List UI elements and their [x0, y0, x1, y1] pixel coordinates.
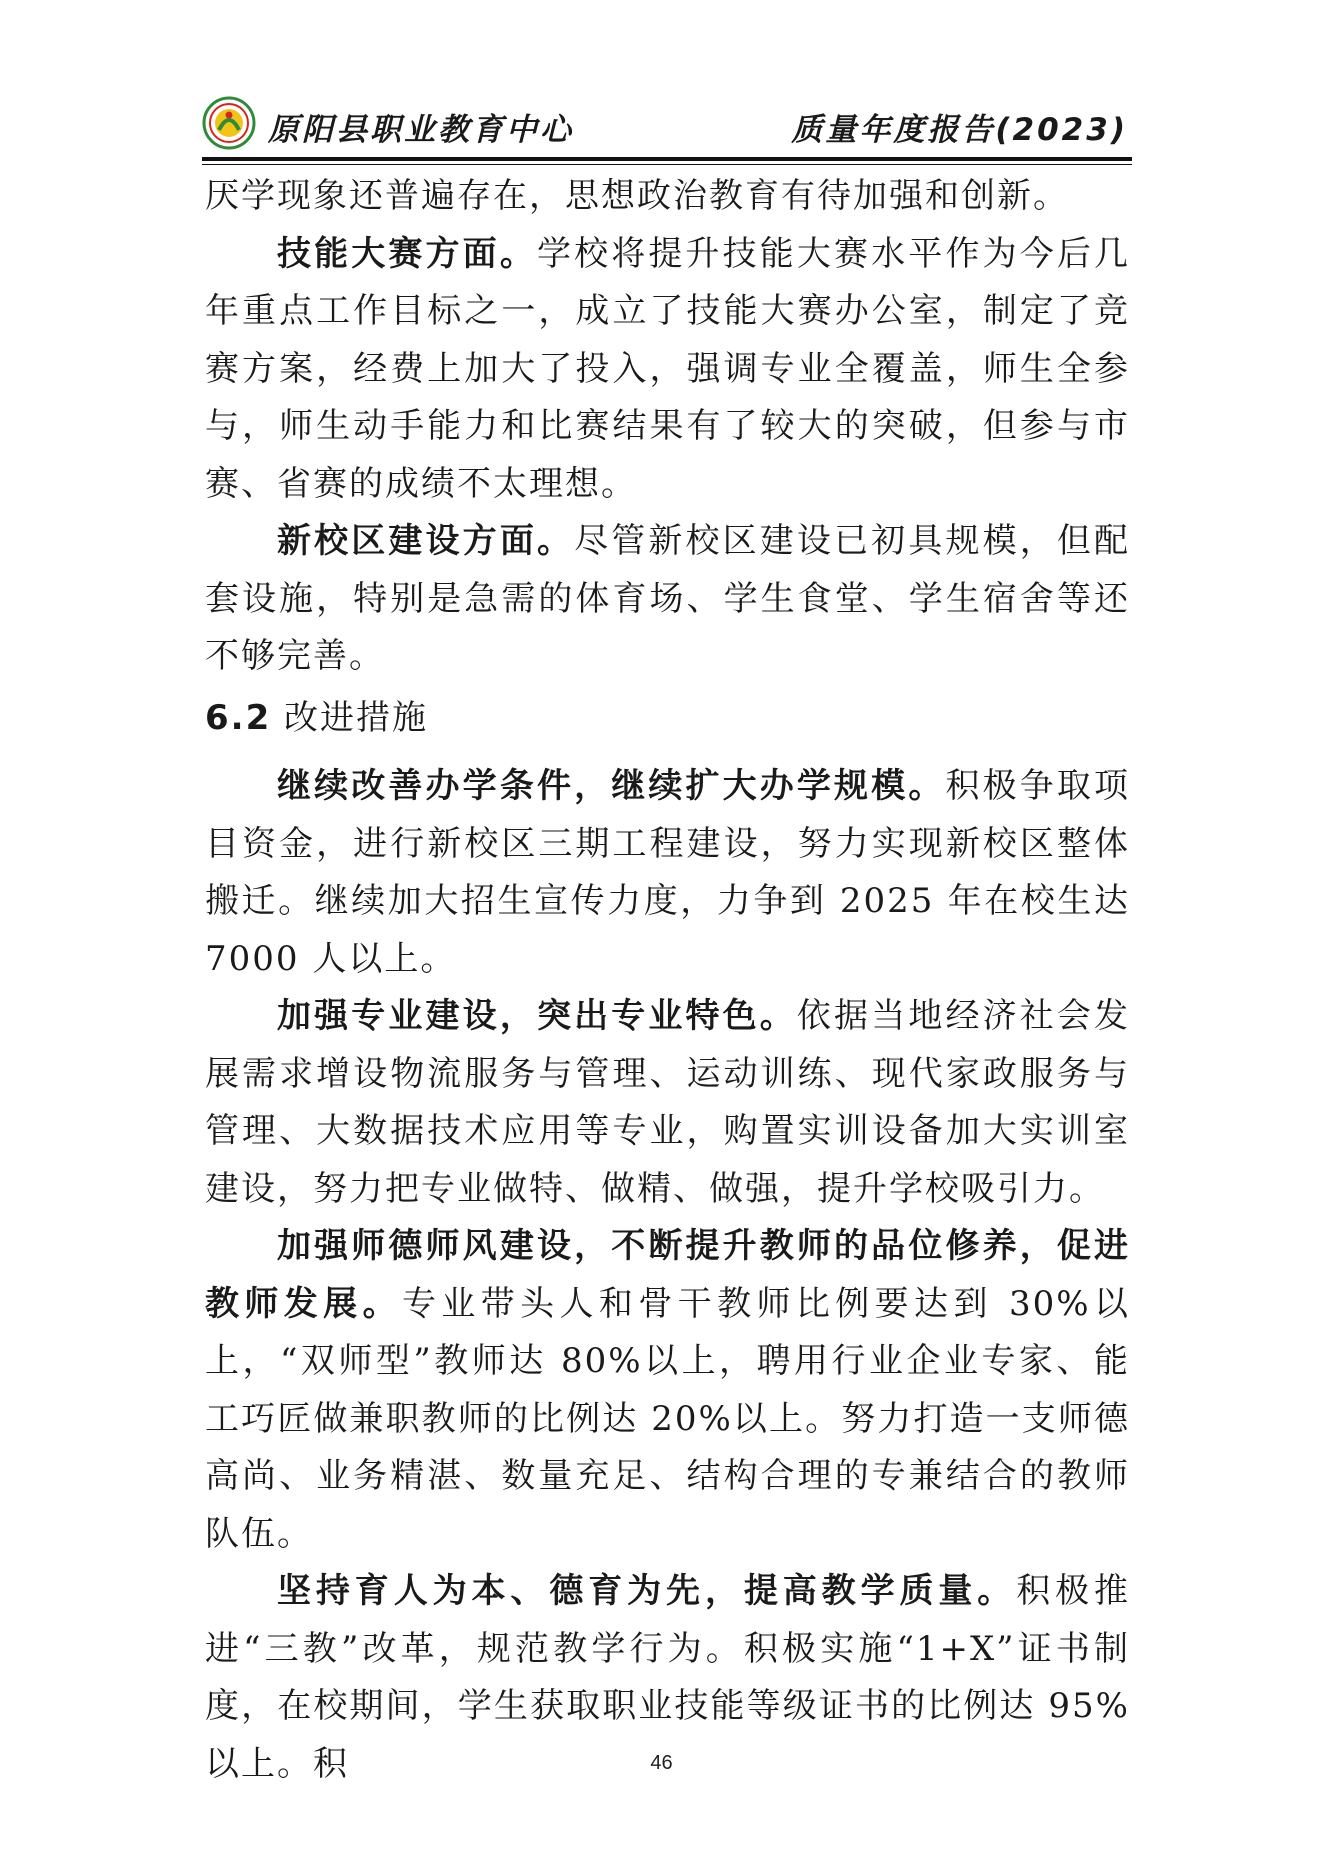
page-number: 46 — [650, 1752, 673, 1774]
paragraph-lead-heading: 技能大赛方面。 — [277, 233, 537, 274]
paragraph-continued: 厌学现象还普遍存在，思想政治教育有待加强和创新。 — [205, 176, 1069, 216]
section-heading — [205, 690, 1130, 748]
document-body — [205, 168, 1130, 1793]
school-name: 原阳县职业教育中心 — [268, 112, 574, 148]
measure-paragraph — [205, 1218, 1130, 1563]
paragraph-text: 学校将提升技能大赛水平作为今后几年重点工作目标之一，成立了技能大赛办公室，制定了竞赛方案，经费上加大了投入，强调专业全覆盖，师生全参与，师生动手能力和比赛结果有了较大的突破，但参与市赛、省赛的成绩不太理想。 — [205, 233, 1131, 504]
paragraph-text: 尽管新校区建设已初具规模，但配套设施，特别是急需的体育场、学生食堂、学生宿舍等还不够完善。 — [205, 521, 1131, 676]
measure-text: 依据当地经济社会发展需求增设物流服务与管理、运动训练、现代家政服务与管理、大数据技术应用等专业，购置实训设备加大实训室建设，努力把专业做特、做精、做强，提升学校吸引力。 — [205, 996, 1131, 1209]
measure-heading: 坚持育人为本、德育为先，提高教学质量。 — [277, 1571, 1017, 1611]
header-rule-thin — [202, 164, 1132, 165]
section-number: 6.2 — [205, 697, 272, 738]
page-header — [202, 92, 1132, 158]
measure-paragraph — [205, 758, 1130, 988]
header-rule-thick — [202, 157, 1132, 161]
measure-heading: 加强师德师风建设，不断提升教师的品位修养，促进教师发展。 — [205, 1226, 1130, 1324]
paragraph-new-campus — [205, 513, 1130, 686]
measure-text: 积极推进“三教”改革，规范教学行为。积极实施“1+X”证书制度，在校期间，学生获取职业技能等级证书的比例达 95%以上。积 — [205, 1571, 1131, 1784]
section-title: 改进措施 — [284, 697, 429, 738]
paragraph-skills-competition — [205, 226, 1130, 514]
measure-paragraph — [205, 988, 1130, 1218]
paragraph-lead-heading: 新校区建设方面。 — [277, 521, 575, 561]
measure-text: 积极争取项目资金，进行新校区三期工程建设，努力实现新校区整体搬迁。继续加大招生宣传力度，力争到 2025 年在校生达 7000 人以上。 — [205, 766, 1130, 979]
measure-text: 专业带头人和骨干教师比例要达到 30%以上，“双师型”教师达 80%以上，聘用行业企业专家、能工巧匠做兼职教师的比例达 20%以上。努力打造一支师德高尚、业务精湛、数量充足、结构合理的专兼结合的教师队伍。 — [205, 1283, 1130, 1554]
measure-heading: 加强专业建设，突出专业特色。 — [277, 996, 797, 1036]
school-emblem-icon — [202, 96, 256, 150]
measure-heading: 继续改善办学条件，继续扩大办学规模。 — [277, 766, 946, 806]
report-title: 质量年度报告(2023) — [791, 112, 1128, 148]
